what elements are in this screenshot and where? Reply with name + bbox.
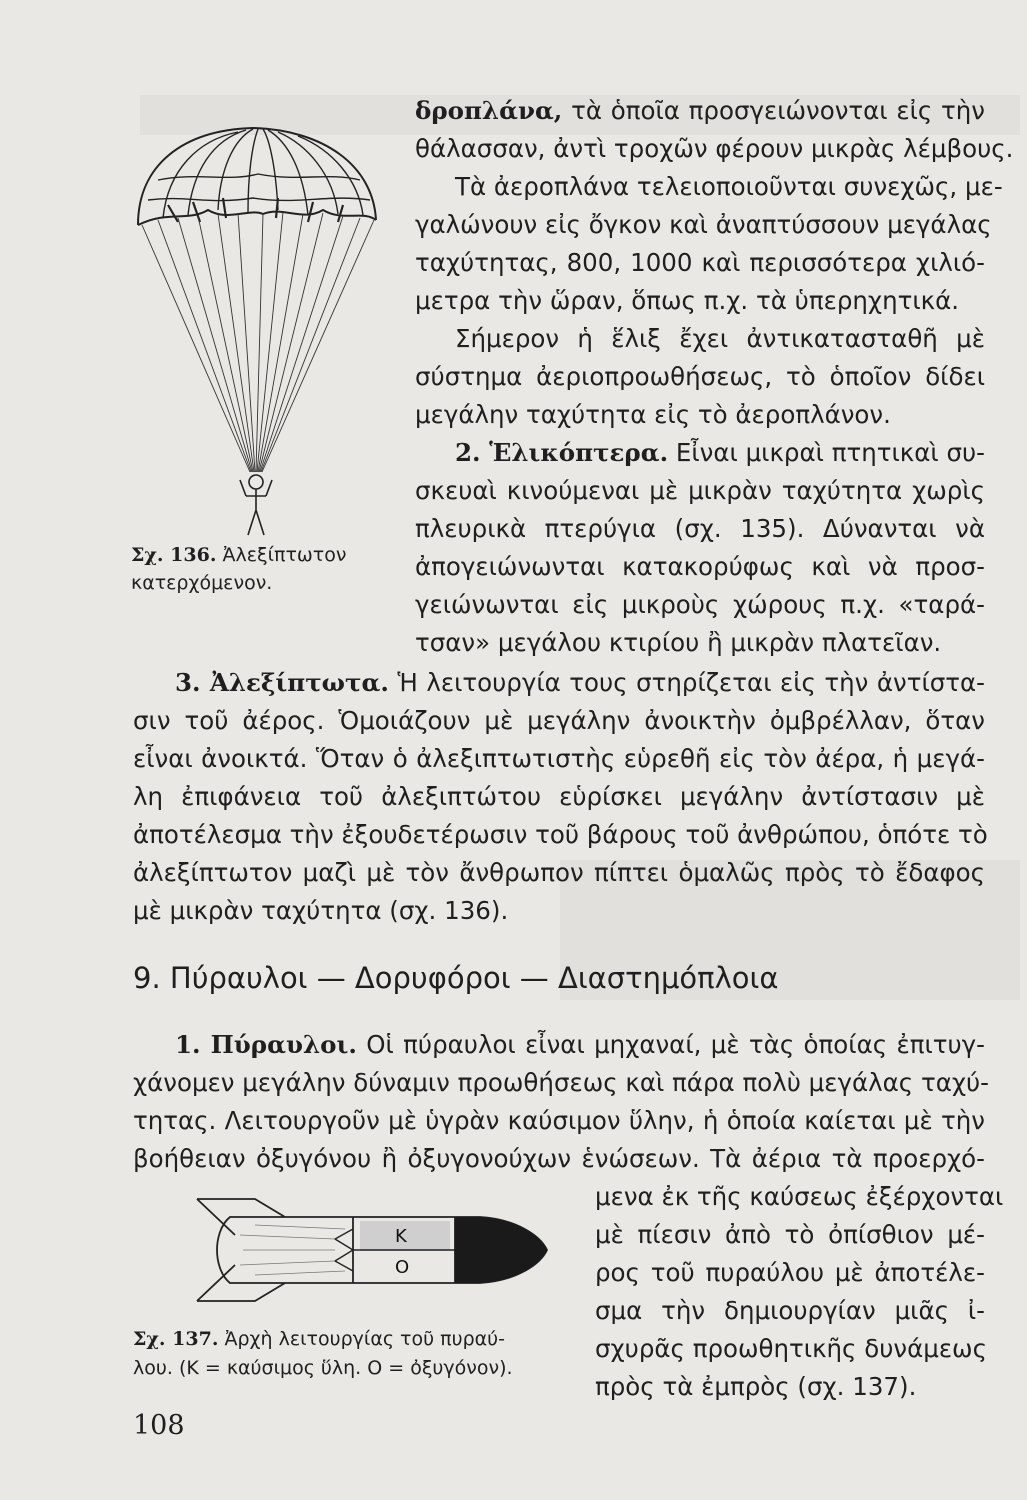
text-line: τσαν» μεγάλου κτιρίου ἢ μικρὰν πλατεῖαν. xyxy=(415,628,942,657)
text-line: πρὸς τὰ ἐμπρὸς (σχ. 137). xyxy=(595,1372,917,1401)
parachute-caption xyxy=(131,542,347,568)
text-line: μεγάλην ταχύτητα εἰς τὸ ἀεροπλάνον. xyxy=(415,400,891,429)
text-line: εἶναι ἀνοικτά. Ὅταν ὁ ἀλεξιπτωτιστὴς εὑρεθῆ εἰς τὸν ἀέρα, ἡ μεγά- xyxy=(133,744,985,773)
rocket-illustration xyxy=(195,1195,555,1305)
text-line: ρος τοῦ πυραύλου μὲ ἀποτέλε- xyxy=(595,1258,985,1287)
text-line: γειώνωνται εἰς μικροὺς χώρους π.χ. «ταρά- xyxy=(415,590,985,619)
text-line: σύστημα ἀεριοπροωθήσεως, τὸ ὁποῖον δίδει xyxy=(415,362,985,391)
text-line: σμα τὴν δημιουργίαν μιᾶς ἰ- xyxy=(595,1296,985,1325)
text-line: ταχύτητας, 800, 1000 καὶ περισσότερα χιλιό- xyxy=(415,248,985,277)
text-line: θάλασσαν, ἀντὶ τροχῶν φέρουν μικρὰς λέμβους. xyxy=(415,134,1014,163)
bold-term: 1. Πύραυλοι. xyxy=(175,1030,357,1059)
bold-term: δροπλάνα, xyxy=(415,96,563,125)
caption-text: Ἀρχὴ λειτουργίας τοῦ πυραύ- xyxy=(224,1328,506,1350)
page-number: 108 xyxy=(133,1410,185,1441)
text-line: βοήθειαν ὀξυγόνου ἢ ὀξυγονούχων ἑνώσεων. Τὰ ἀέρια τὰ προερχό- xyxy=(133,1144,985,1173)
text-line: 3. Ἀλεξίπτωτα. Ἡ λειτουργία τους στηρίζεται εἰς τὴν ἀντίστα- xyxy=(175,668,986,697)
figure-number: Σχ. 137. xyxy=(133,1328,219,1350)
rocket-caption xyxy=(133,1326,505,1352)
text-line: πλευρικὰ πτερύγια (σχ. 135). Δύνανται νὰ xyxy=(415,514,985,543)
text-line: γαλώνουν εἰς ὄγκον καὶ ἀναπτύσσουν μεγάλας xyxy=(415,210,992,239)
bold-term: 2. Ἑλικόπτερα. xyxy=(455,438,669,467)
text-line: ἀποτέλεσμα τὴν ἐξουδετέρωσιν τοῦ βάρους τοῦ ἀνθρώπου, ὁπότε τὸ xyxy=(133,820,988,849)
text-line: 2. Ἑλικόπτερα. Εἶναι μικραὶ πτητικαὶ συ- xyxy=(455,438,985,467)
text-line: μενα ἐκ τῆς καύσεως ἐξέρχονται xyxy=(595,1182,1004,1211)
fuel-label: Κ xyxy=(395,1226,407,1247)
text-line: Τὰ ἀεροπλάνα τελειοποιοῦνται συνεχῶς, με- xyxy=(455,172,1003,201)
figure-number: Σχ. 136. xyxy=(131,544,217,566)
text-line: σιν τοῦ ἀέρος. Ὁμοιάζουν μὲ μεγάλην ἀνοικτὴν ὀμβρέλλαν, ὅταν xyxy=(133,706,985,735)
text-line: λη ἐπιφάνεια τοῦ ἀλεξιπτώτου εὑρίσκει μεγάλην ἀντίστασιν μὲ xyxy=(133,782,985,811)
text-line: ἀλεξίπτωτον μαζὶ μὲ τὸν ἄνθρωπον πίπτει ὁμαλῶς πρὸς τὸ ἔδαφος xyxy=(133,858,985,887)
text-line: μὲ πίεσιν ἀπὸ τὸ ὀπίσθιον μέ- xyxy=(595,1220,985,1249)
text-line: σκευαὶ κινούμεναι μὲ μικρὰν ταχύτητα χωρὶς xyxy=(415,476,985,505)
section-heading: 9. Πύραυλοι — Δορυφόροι — Διαστημόπλοια xyxy=(133,961,779,995)
text-line: Σήμερον ἡ ἕλιξ ἔχει ἀντικατασταθῆ μὲ xyxy=(455,324,985,353)
text-line: ἀπογειώνωνται κατακορύφως καὶ νὰ προσ- xyxy=(415,552,985,581)
text-line: μετρα τὴν ὥραν, ὅπως π.χ. τὰ ὑπερηχητικά. xyxy=(415,286,960,315)
text-line: μὲ μικρὰν ταχύτητα (σχ. 136). xyxy=(133,896,509,925)
caption-text: Ἀλεξίπτωτον xyxy=(222,544,347,566)
parachute-illustration xyxy=(128,110,388,550)
text-line: τητας. Λειτουργοῦν μὲ ὑγρὰν καύσιμον ὕλην, ἡ ὁποία καίεται μὲ τὴν xyxy=(133,1106,985,1135)
parachute-caption-line2: κατερχόμενον. xyxy=(131,572,273,594)
text-line: δροπλάνα, τὰ ὁποῖα προσγειώνονται εἰς τὴν xyxy=(415,96,985,125)
text-line: σχυρᾶς προωθητικῆς δυνάμεως xyxy=(595,1334,987,1363)
oxygen-label: Ο xyxy=(395,1257,410,1278)
text-line: χάνομεν μεγάλην δύναμιν προωθήσεως καὶ πάρα πολὺ μεγάλας ταχύ- xyxy=(133,1068,990,1097)
text-line: 1. Πύραυλοι. Οἱ πύραυλοι εἶναι μηχαναί, μὲ τὰς ὁποίας ἐπιτυγ- xyxy=(175,1030,986,1059)
bold-term: 3. Ἀλεξίπτωτα. xyxy=(175,668,389,697)
rocket-caption-line2: λου. (Κ = καύσιμος ὕλη. Ο = ὀξυγόνον). xyxy=(133,1357,513,1379)
